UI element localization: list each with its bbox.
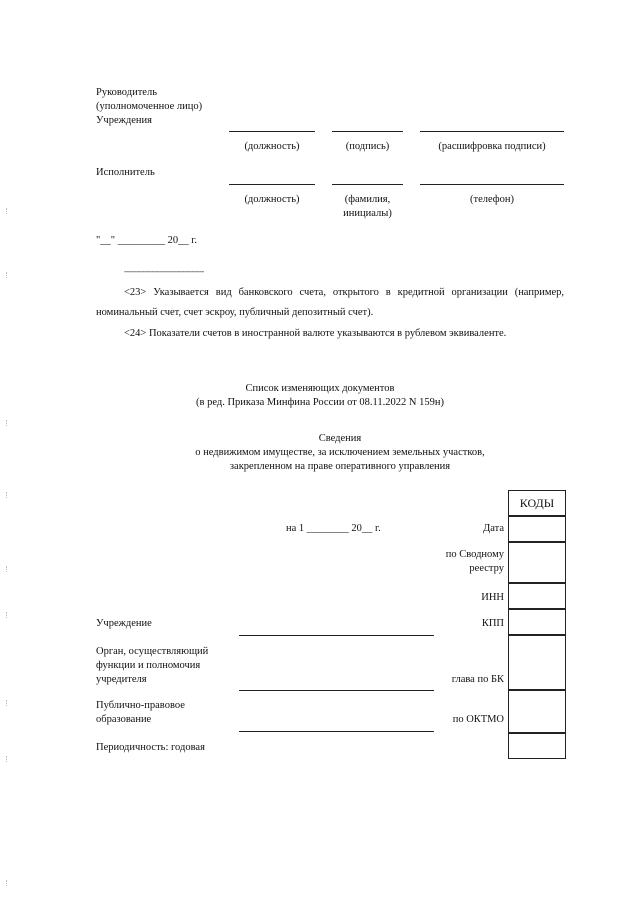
amendments-reference: (в ред. Приказа Минфина России от 08.11.2022 N 159н) — [196, 397, 444, 408]
date-code-cell[interactable] — [508, 516, 566, 542]
institution-line[interactable] — [239, 635, 434, 636]
scan-margin-mark — [6, 566, 9, 572]
public-entity-label: Публично-правовое образование — [96, 700, 185, 725]
form-title: Сведения — [318, 433, 362, 444]
executor-name-caption: (фамилия, инициалы) — [343, 194, 392, 219]
form-subtitle-line-1: о недвижимом имуществе, за исключением земельных участков, — [195, 447, 485, 458]
head-signatory-label: Руководитель (уполномоченное лицо) Учреждения — [96, 87, 203, 126]
signature-date: "__" _________ 20__ г. — [96, 235, 197, 246]
scan-margin-mark — [6, 208, 9, 214]
executor-label: Исполнитель — [96, 167, 155, 178]
institution-label: Учреждение — [96, 618, 152, 629]
codes-header: КОДЫ — [508, 490, 566, 516]
oktmo-code-cell[interactable] — [508, 690, 566, 733]
bk-code-label: глава по БК — [451, 674, 504, 685]
executor-phone-caption: (телефон) — [470, 194, 514, 205]
bk-code-cell[interactable] — [508, 635, 566, 690]
kpp-code-cell[interactable] — [508, 609, 566, 635]
footnote-24: <24> Показатели счетов в иностранной валюте указываются в рублевом эквиваленте. — [124, 328, 507, 339]
executor-name-line[interactable] — [332, 184, 403, 185]
oktmo-code-label: по ОКТМО — [452, 714, 504, 725]
kpp-code-label: КПП — [481, 618, 504, 629]
founder-label: Орган, осуществляющий функции и полномочия учредителя — [96, 646, 209, 685]
executor-position-caption: (должность) — [244, 194, 300, 205]
head-name-caption: (расшифровка подписи) — [438, 141, 546, 152]
registry-code-label: по Сводному реестру — [445, 549, 504, 574]
head-position-line[interactable] — [229, 131, 315, 132]
footnote-separator: -------------------------------- — [124, 266, 204, 276]
executor-position-line[interactable] — [229, 184, 315, 185]
periodicity-code-cell[interactable] — [508, 733, 566, 759]
scan-margin-mark — [6, 700, 9, 706]
head-signature-caption: (подпись) — [345, 141, 390, 152]
head-signature-line[interactable] — [332, 131, 403, 132]
scan-margin-mark — [6, 492, 9, 498]
inn-code-cell[interactable] — [508, 583, 566, 609]
scan-margin-mark — [6, 420, 9, 426]
head-position-caption: (должность) — [244, 141, 300, 152]
public-entity-line[interactable] — [239, 731, 434, 732]
registry-code-cell[interactable] — [508, 542, 566, 583]
scan-margin-mark — [6, 756, 9, 762]
amendments-title: Список изменяющих документов — [245, 383, 395, 394]
head-name-line[interactable] — [420, 131, 564, 132]
report-date-text: на 1 ________ 20__ г. — [286, 523, 381, 534]
scan-margin-mark — [6, 880, 9, 886]
scan-margin-mark — [6, 612, 9, 618]
date-code-label: Дата — [483, 523, 504, 534]
founder-line[interactable] — [239, 690, 434, 691]
periodicity-label: Периодичность: годовая — [96, 742, 205, 753]
inn-code-label: ИНН — [481, 592, 504, 603]
footnote-23: <23> Указывается вид банковского счета, открытого в кредитной организации (например, номинальный счет, счет эскроу, публичный депозитный счет). — [96, 287, 564, 318]
form-subtitle-line-2: закрепленном на праве оперативного управления — [229, 461, 451, 472]
scan-margin-mark — [6, 272, 9, 278]
executor-phone-line[interactable] — [420, 184, 564, 185]
